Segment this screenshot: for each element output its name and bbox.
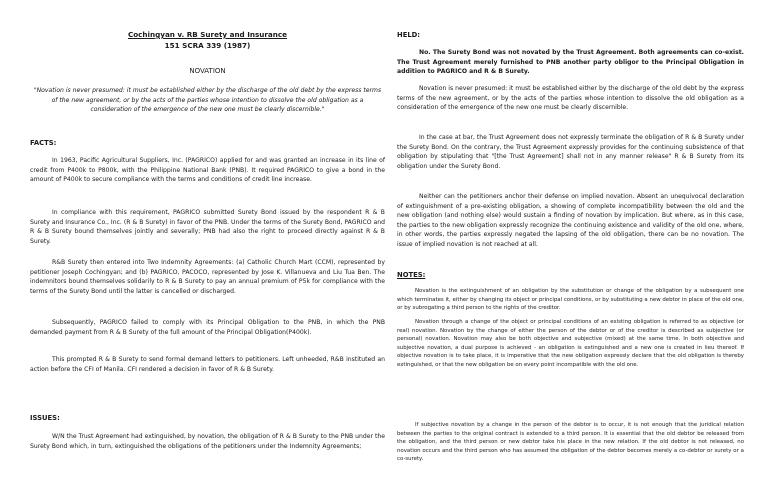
notes-paragraph-2: Novation through a change of the object or principal conditions of an existing obligation is referred to as objective (or real) novation. Novation by the change of either the person of the debtor or of the creditor is described as subjective (or personal) novation. Novation may also be both objective and subjective (mixed) at the same time. In both objective and subjective novation, a dual purpose is achieved - an obligation is extinguished and a new one is created in lieu thereof. If objective novation is to take place, it is imperative that the new obligation expressly declare that the old obligation is thereby extinguished, or that the new obligation be on every point incompatible with the old one.: [397, 319, 744, 368]
notes-paragraph-3: If subjective novation by a change in the person of the debtor is to occur, it is not enough that the juridical relation between the parties to the original contract is extended to a third person. It is essential that the old debtor be released from the obligation, and the third person or new debtor take his place in the new relation. If the old debtor is not released, no novation occurs and the third person who has assumed the obligation of the debtor becomes merely a co-debtor or surety or a co-surety.: [397, 422, 744, 463]
held-ruling: No. The Surety Bond was not novated by the Trust Agreement. Both agreements can co-exist. The Trust Agreement merely furnished to PNB another party obligor to the Principal Obligation in addition to PAGRICO and R & B Surety.: [397, 49, 744, 75]
held-heading: HELD:: [397, 31, 421, 39]
facts-paragraph-5: This prompted R & B Surety to send formal demand letters to petitioners. Left unheeded, R&B instituted an action before the CFI of Manila. CFI rendered a decision in favor of R & B Surety.: [30, 356, 385, 373]
facts-paragraph-1: In 1963, Pacific Agricultural Suppliers, Inc. (PAGRICO) applied for and was granted an increase in its line of credit from P400k to P800k, with the Philippine National Bank (PNB). It required PAGRICO to give a bond in the amount of P400k to secure compliance with the terms and conditions of credit line increase.: [30, 157, 385, 183]
case-citation: 151 SCRA 339 (1987): [164, 41, 251, 50]
issues-heading: ISSUES:: [30, 414, 60, 422]
facts-paragraph-4: Subsequently, PAGRICO failed to comply with its Principal Obligation to the PNB, in which the PNB demanded payment from R & B Surety of the full amount of the Principal Obligation(P400k).: [30, 319, 385, 336]
notes-paragraph-1: Novation is the extinguishment of an obligation by the substitution or change of the obligation by a subsequent one which terminates it, either by changing its object or principal conditions, or by substituting a new debtor in place of the old one, or by subrogating a third person to the rights of the creditor.: [397, 288, 744, 312]
facts-paragraph-2: In compliance with this requirement, PAGRICO submitted Surety Bond issued by the respondent R & B Surety and Insurance Co., Inc. (R & B Surety) in favor of the PNB. Under the terms of the Surety Bond, PAGRICO and R & B Surety bound themselves jointly and severally; PNB had also the right to proceed directly against R & B Surety.: [30, 209, 385, 245]
held-paragraph-2: In the case at bar, the Trust Agreement does not expressly terminate the obligation of R & B Surety under the Surety Bond. On the contrary, the Trust Agreement expressly provides for the continuing subsistence of that obligation by stipulating that "[the Trust Agreement] shall not in any manner release" R & B Surety from its obligation under the Surety Bond.: [397, 134, 744, 170]
issues-paragraph-1: W/N the Trust Agreement had extinguished, by novation, the obligation of R & B Surety to the PNB under the Surety Bond which, in turn, extinguished the obligations of the petitioners under the Indemnity Agreements;: [30, 433, 385, 450]
held-paragraph-1: Novation is never presumed: it must be established either by the discharge of the old debt by the express terms of the new agreement, or by the acts of the parties whose intention to dissolve the old obligation as a consideration of the emergence of the new one must be clearly discernible.: [397, 85, 744, 111]
left-column: [30, 0, 385, 503]
case-title: Cochingyan v. RB Surety and Insurance: [127, 30, 288, 39]
case-topic: NOVATION: [189, 67, 226, 75]
held-paragraph-3: Neither can the petitioners anchor their defense on implied novation. Absent an unequivocal declaration of extinguishment of a pre-existing obligation, a showing of complete incompatibility between the old and the new obligation (and nothing else) would sustain a finding of novation by implication. But where, as in this case, the parties to the new obligation expressly recognize the continuing existence and validity of the old one, where, in other words, the parties expressly negated the lapsing of the old obligation, there can be no novation. The issue of implied novation is not reached at all.: [397, 193, 744, 248]
facts-paragraph-3: R&B Surety then entered into Two Indemnity Agreements: (a) Catholic Church Mart (CCM), represented by petitioner Joseph Cochingyan; and (b) PAGRICO, PACOCO, represented by Jose K. Villanueva and Liu Tua Ben. The indemnitors bound themselves solidarily to R & B Surety to pay an annual premium of P5k for compliance with the terms of the Surety Bond until the latter is cancelled or discharged.: [30, 259, 385, 295]
facts-heading: FACTS:: [30, 139, 57, 147]
notes-heading: NOTES:: [397, 271, 426, 279]
doctrine-quote: "Novation is never presumed: it must be established either by the discharge of the old debt by the express terms of the new agreement, or by the acts of the parties whose intention to dissolve the old obligation as a consideration of the emergence of the new one must be clearly discernible.": [33, 87, 382, 113]
right-column: [397, 0, 744, 503]
